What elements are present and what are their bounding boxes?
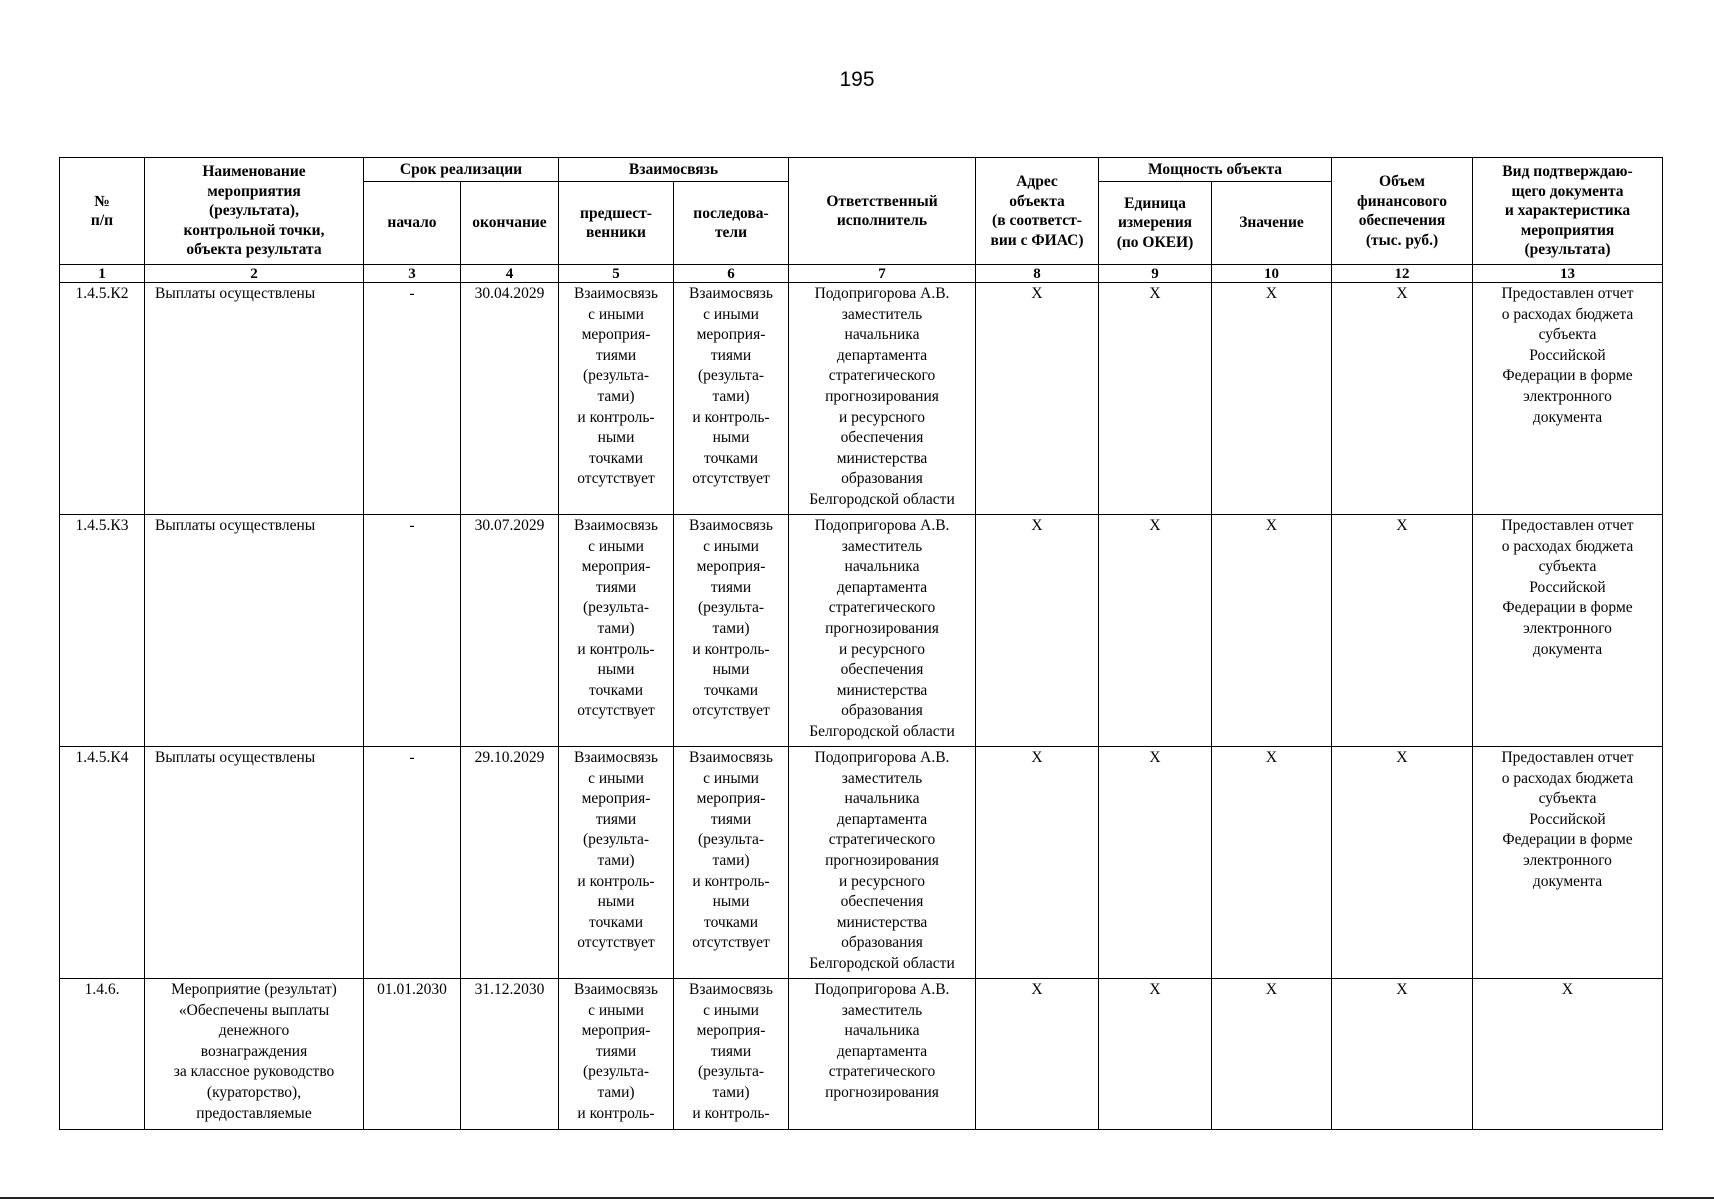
header-link-prev: предшест- венники [559,182,674,265]
column-number: 3 [364,265,461,283]
header-capacity-group: Мощность объекта [1099,158,1332,182]
header-finance: Объем финансового обеспечения (тыс. руб.) [1332,158,1473,265]
cell-prev: Взаимосвязь с иными мероприя- тиями (результа- тами) и контроль- ными точками отсутствует [559,515,674,747]
header-link-next: последова- тели [674,182,789,265]
column-number: 13 [1473,265,1663,283]
header-capacity-unit: Единица измерения (по ОКЕИ) [1099,182,1212,265]
column-number: 4 [461,265,559,283]
cell-unit: Х [1099,515,1212,747]
cell-prev: Взаимосвязь с иными мероприя- тиями (результа- тами) и контроль- ными точками отсутствует [559,283,674,515]
table-row [60,515,1663,747]
cell-finance: Х [1332,515,1473,747]
cell-end: 30.07.2029 [461,515,559,747]
cell-executor: Подопригорова А.В. заместитель начальника департамента стратегического прогнозирования [789,979,976,1130]
cell-unit: Х [1099,747,1212,979]
header-executor: Ответственный исполнитель [789,158,976,265]
page-edge-divider [0,1197,1714,1199]
cell-name: Выплаты осуществлены [145,515,364,747]
table-row [60,979,1663,1130]
column-number: 5 [559,265,674,283]
column-number: 2 [145,265,364,283]
cell-finance: Х [1332,747,1473,979]
cell-address: Х [976,515,1099,747]
cell-value: Х [1212,979,1332,1130]
cell-value: Х [1212,747,1332,979]
cell-start: - [364,283,461,515]
header-address: Адрес объекта (в соответст- вии с ФИАС) [976,158,1099,265]
header-doc-type: Вид подтверждаю- щего документа и характеристика мероприятия (результата) [1473,158,1663,265]
cell-num: 1.4.5.К2 [60,283,145,515]
header-num: № п/п [60,158,145,265]
header-term-start: начало [364,182,461,265]
cell-finance: Х [1332,979,1473,1130]
column-number: 12 [1332,265,1473,283]
cell-value: Х [1212,515,1332,747]
cell-executor: Подопригорова А.В. заместитель начальника департамента стратегического прогнозирования и ресурсного обеспечения министерства образования Белгородской области [789,747,976,979]
cell-next: Взаимосвязь с иными мероприя- тиями (результа- тами) и контроль- [674,979,789,1130]
cell-num: 1.4.5.К3 [60,515,145,747]
cell-end: 30.04.2029 [461,283,559,515]
cell-doc: Предоставлен отчет о расходах бюджета субъекта Российской Федерации в форме электронного документа [1473,515,1663,747]
cell-doc: Предоставлен отчет о расходах бюджета субъекта Российской Федерации в форме электронного документа [1473,747,1663,979]
column-number: 8 [976,265,1099,283]
cell-num: 1.4.5.К4 [60,747,145,979]
cell-name: Выплаты осуществлены [145,747,364,979]
cell-num: 1.4.6. [60,979,145,1130]
header-name: Наименование мероприятия (результата), контрольной точки, объекта результата [145,158,364,265]
header-link-group: Взаимосвязь [559,158,789,182]
cell-prev: Взаимосвязь с иными мероприя- тиями (результа- тами) и контроль- ными точками отсутствует [559,747,674,979]
page-number: 195 [839,68,875,91]
header-term-end: окончание [461,182,559,265]
cell-value: Х [1212,283,1332,515]
cell-start: - [364,515,461,747]
cell-executor: Подопригорова А.В. заместитель начальника департамента стратегического прогнозирования и ресурсного обеспечения министерства образования Белгородской области [789,283,976,515]
column-number: 9 [1099,265,1212,283]
cell-unit: Х [1099,283,1212,515]
column-number: 7 [789,265,976,283]
cell-name: Мероприятие (результат) «Обеспечены выплаты денежного вознаграждения за классное руководство (кураторство), предоставляемые [145,979,364,1130]
header-term-group: Срок реализации [364,158,559,182]
column-number: 10 [1212,265,1332,283]
cell-next: Взаимосвязь с иными мероприя- тиями (результа- тами) и контроль- ными точками отсутствует [674,515,789,747]
cell-address: Х [976,283,1099,515]
cell-prev: Взаимосвязь с иными мероприя- тиями (результа- тами) и контроль- [559,979,674,1130]
cell-start: - [364,747,461,979]
table-row [60,283,1663,515]
cell-end: 31.12.2030 [461,979,559,1130]
cell-next: Взаимосвязь с иными мероприя- тиями (результа- тами) и контроль- ными точками отсутствует [674,283,789,515]
cell-end: 29.10.2029 [461,747,559,979]
cell-address: Х [976,979,1099,1130]
cell-finance: Х [1332,283,1473,515]
cell-name: Выплаты осуществлены [145,283,364,515]
table-row [60,747,1663,979]
cell-executor: Подопригорова А.В. заместитель начальника департамента стратегического прогнозирования и ресурсного обеспечения министерства образования Белгородской области [789,515,976,747]
events-table [59,157,1663,1130]
cell-unit: Х [1099,979,1212,1130]
cell-doc: Предоставлен отчет о расходах бюджета субъекта Российской Федерации в форме электронного документа [1473,283,1663,515]
cell-doc: Х [1473,979,1663,1130]
column-number: 1 [60,265,145,283]
column-number: 6 [674,265,789,283]
header-capacity-value: Значение [1212,182,1332,265]
cell-next: Взаимосвязь с иными мероприя- тиями (результа- тами) и контроль- ными точками отсутствует [674,747,789,979]
cell-address: Х [976,747,1099,979]
cell-start: 01.01.2030 [364,979,461,1130]
